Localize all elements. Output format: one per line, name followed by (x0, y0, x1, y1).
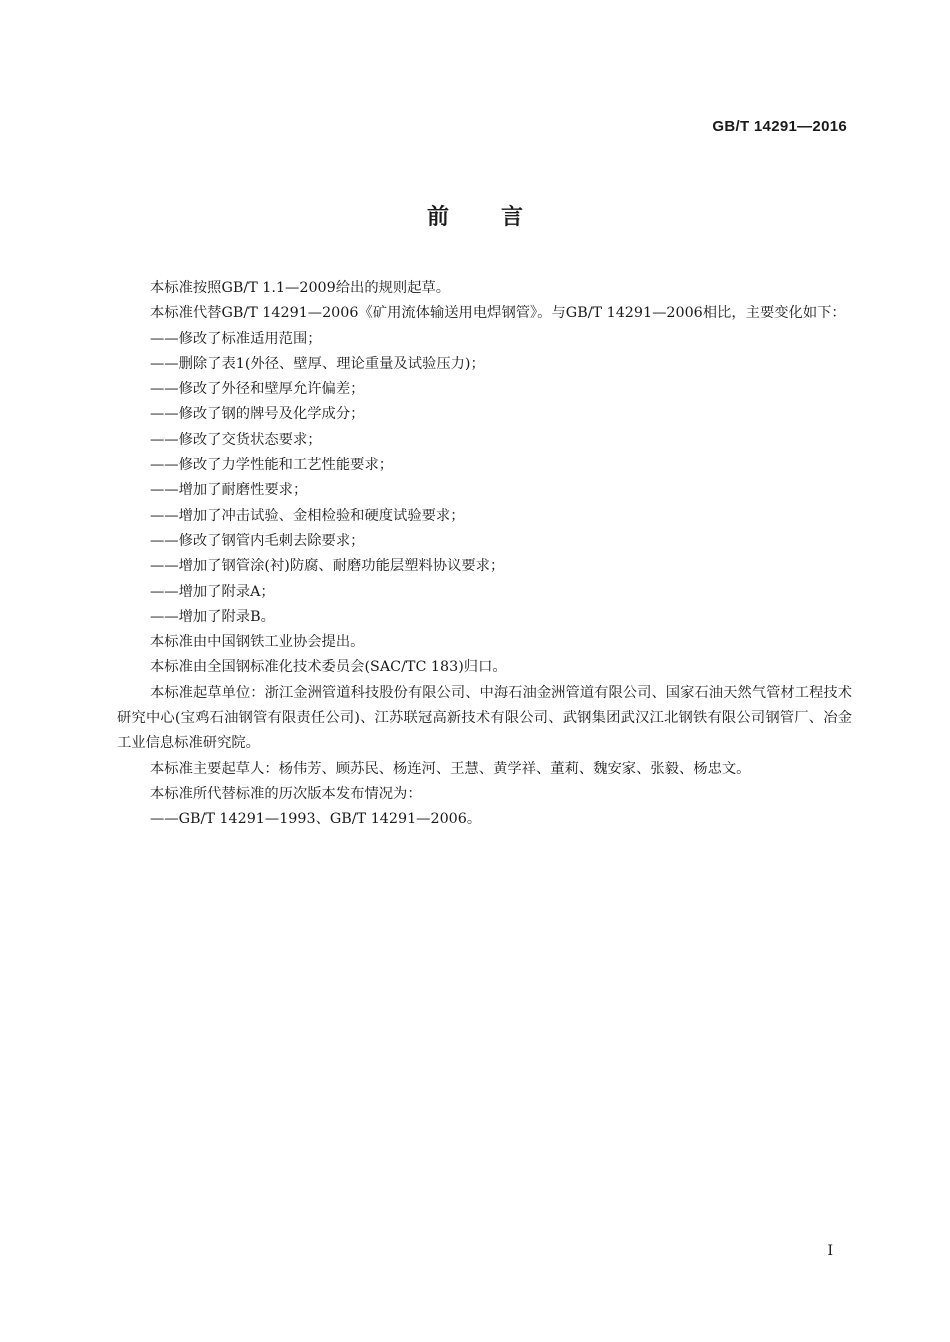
change-item: ——增加了冲击试验、金相检验和硬度试验要求； (150, 507, 465, 524)
change-item: ——增加了附录B。 (150, 608, 275, 625)
paragraph-history-intro: 本标准所代替标准的历次版本发布情况为： (150, 785, 422, 802)
paragraph-history-versions: ——GB/T 14291—1993、GB/T 14291—2006。 (150, 811, 482, 828)
paragraph-drafting-rules: 本标准按照GB/T 1.1—2009给出的规则起草。 (150, 280, 451, 296)
paragraph-centralized: 本标准由全国钢标准化技术委员会(SAC/TC 183)归口。 (150, 659, 507, 676)
change-item: ——修改了力学性能和工艺性能要求； (150, 457, 394, 474)
foreword-body (117, 276, 852, 833)
page-number: I (827, 1243, 833, 1259)
title-char-1: 前 (426, 205, 449, 230)
change-item: ——修改了钢的牌号及化学成分； (150, 406, 365, 423)
change-item: ——增加了耐磨性要求； (150, 482, 308, 499)
paragraph-replacement: 本标准代替GB/T 14291—2006《矿用流体输送用电焊钢管》。与GB/T 14291—2006相比，主要变化如下： (150, 305, 846, 322)
paragraph-drafting-units: 本标准起草单位：浙江金洲管道科技股份有限公司、中海石油金洲管道有限公司、国家石油天然气管材工程技术研究中心(宝鸡石油钢管有限责任公司)、江苏联冠高新技术有限公司、武钢集团武汉江北钢铁有限公司钢管厂、冶金工业信息标准研究院。 (117, 684, 852, 752)
change-item: ——修改了标准适用范围； (150, 330, 322, 347)
page-title (0, 200, 950, 231)
change-item: ——增加了钢管涂(衬)防腐、耐磨功能层塑料协议要求； (150, 558, 505, 575)
change-item: ——修改了钢管内毛刺去除要求； (150, 532, 365, 549)
change-item: ——增加了附录A； (150, 583, 275, 600)
title-char-2: 言 (501, 205, 524, 230)
change-item: ——修改了交货状态要求； (150, 431, 322, 448)
paragraph-proposer: 本标准由中国钢铁工业协会提出。 (150, 634, 365, 651)
standard-code: GB/T 14291—2016 (712, 118, 847, 135)
paragraph-drafters: 本标准主要起草人：杨伟芳、顾苏民、杨连河、王慧、黄学祥、董莉、魏安家、张毅、杨忠文。 (150, 760, 751, 777)
change-item: ——修改了外径和壁厚允许偏差； (150, 381, 365, 398)
change-item: ——删除了表1(外径、壁厚、理论重量及试验压力)； (150, 355, 485, 372)
